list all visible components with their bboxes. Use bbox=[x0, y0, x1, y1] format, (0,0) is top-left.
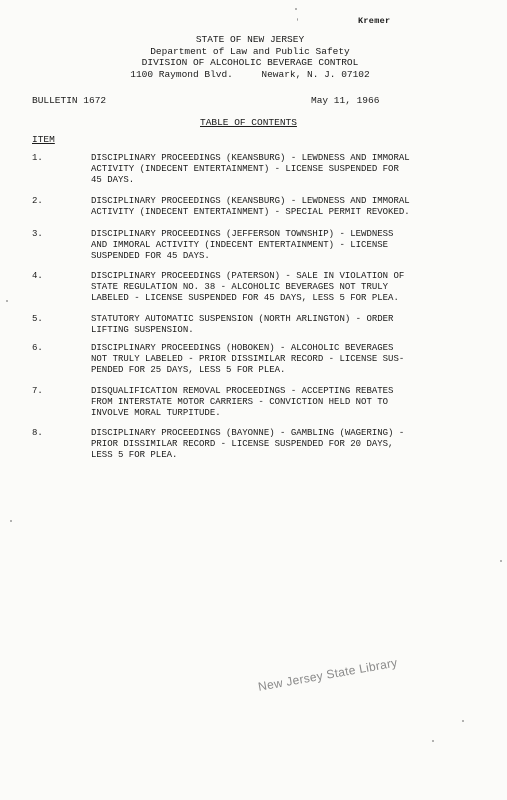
item-line: DISCIPLINARY PROCEEDINGS (HOBOKEN) - ALCOHOLIC BEVERAGES bbox=[91, 343, 394, 353]
item-line: LIFTING SUSPENSION. bbox=[91, 325, 194, 335]
letterhead-state: STATE OF NEW JERSEY bbox=[195, 34, 305, 45]
item-number: 6. bbox=[32, 343, 43, 353]
item-number: 5. bbox=[32, 314, 43, 324]
scan-speck bbox=[500, 560, 502, 562]
item-line: SUSPENDED FOR 45 DAYS. bbox=[91, 251, 210, 261]
bulletin-number: BULLETIN 1672 bbox=[32, 95, 107, 106]
item-line: PENDED FOR 25 DAYS, LESS 5 FOR PLEA. bbox=[91, 365, 286, 375]
item-number: 7. bbox=[32, 386, 43, 396]
item-number: 1. bbox=[32, 153, 43, 163]
item-number: 4. bbox=[32, 271, 43, 281]
item-line: DISCIPLINARY PROCEEDINGS (BAYONNE) - GAMBLING (WAGERING) - bbox=[91, 428, 405, 438]
letterhead bbox=[100, 34, 400, 80]
item-line: ACTIVITY (INDECENT ENTERTAINMENT) - LICENSE SUSPENDED FOR bbox=[91, 164, 399, 174]
item-line: DISCIPLINARY PROCEEDINGS (KEANSBURG) - LEWDNESS AND IMMORAL bbox=[91, 196, 410, 206]
item-line: DISCIPLINARY PROCEEDINGS (PATERSON) - SALE IN VIOLATION OF bbox=[91, 271, 405, 281]
item-text bbox=[91, 314, 471, 336]
item-line: LABELED - LICENSE SUSPENDED FOR 45 DAYS, LESS 5 FOR PLEA. bbox=[91, 293, 399, 303]
item-number: 2. bbox=[32, 196, 43, 206]
item-text bbox=[91, 343, 471, 376]
scan-speck bbox=[10, 520, 12, 522]
item-line: LESS 5 FOR PLEA. bbox=[91, 450, 178, 460]
item-line: STATUTORY AUTOMATIC SUSPENSION (NORTH ARLINGTON) - ORDER bbox=[91, 314, 394, 324]
table-of-contents-title: TABLE OF CONTENTS bbox=[200, 117, 297, 128]
scan-speck bbox=[295, 8, 297, 10]
list-item bbox=[32, 428, 471, 461]
letterhead-department: Department of Law and Public Safety bbox=[150, 45, 350, 57]
item-column-heading: ITEM bbox=[32, 134, 55, 145]
item-text bbox=[91, 428, 471, 461]
handwritten-name-note: Kremer bbox=[358, 16, 391, 26]
item-text bbox=[91, 386, 471, 419]
scan-speck bbox=[432, 740, 434, 742]
item-line: FROM INTERSTATE MOTOR CARRIERS - CONVICTION HELD NOT TO bbox=[91, 397, 389, 407]
item-text bbox=[91, 153, 471, 186]
list-item bbox=[32, 153, 471, 186]
item-line: INVOLVE MORAL TURPITUDE. bbox=[91, 408, 221, 418]
list-item bbox=[32, 196, 471, 218]
item-line: DISQUALIFICATION REMOVAL PROCEEDINGS - ACCEPTING REBATES bbox=[91, 386, 394, 396]
list-item bbox=[32, 271, 471, 304]
item-line: DISCIPLINARY PROCEEDINGS (JEFFERSON TOWNSHIP) - LEWDNESS bbox=[91, 229, 394, 239]
item-text bbox=[91, 271, 471, 304]
item-number: 3. bbox=[32, 229, 43, 239]
list-item bbox=[32, 343, 471, 376]
item-line: NOT TRULY LABELED - PRIOR DISSIMILAR RECORD - LICENSE SUS- bbox=[91, 354, 405, 364]
list-item bbox=[32, 229, 471, 262]
item-text bbox=[91, 196, 471, 218]
item-line: 45 DAYS. bbox=[91, 175, 135, 185]
library-stamp: New Jersey State Library bbox=[257, 655, 399, 694]
list-item bbox=[32, 386, 471, 419]
letterhead-division: DIVISION OF ALCOHOLIC BEVERAGE CONTROL bbox=[141, 57, 359, 68]
item-line: DISCIPLINARY PROCEEDINGS (KEANSBURG) - LEWDNESS AND IMMORAL bbox=[91, 153, 410, 163]
item-line: STATE REGULATION NO. 38 - ALCOHOLIC BEVERAGES NOT TRULY bbox=[91, 282, 389, 292]
bulletin-date: May 11, 1966 bbox=[311, 95, 380, 106]
scan-speck bbox=[6, 300, 8, 302]
item-text bbox=[91, 229, 471, 262]
letterhead-address: 1100 Raymond Blvd. Newark, N. J. 07102 bbox=[130, 68, 370, 80]
item-number: 8. bbox=[32, 428, 43, 438]
item-line: ACTIVITY (INDECENT ENTERTAINMENT) - SPECIAL PERMIT REVOKED. bbox=[91, 207, 410, 217]
item-line: PRIOR DISSIMILAR RECORD - LICENSE SUSPENDED FOR 20 DAYS, bbox=[91, 439, 394, 449]
scan-speck bbox=[462, 720, 464, 722]
item-line: AND IMMORAL ACTIVITY (INDECENT ENTERTAINMENT) - LICENSE bbox=[91, 240, 389, 250]
list-item bbox=[32, 314, 471, 336]
scan-speck bbox=[297, 18, 298, 21]
